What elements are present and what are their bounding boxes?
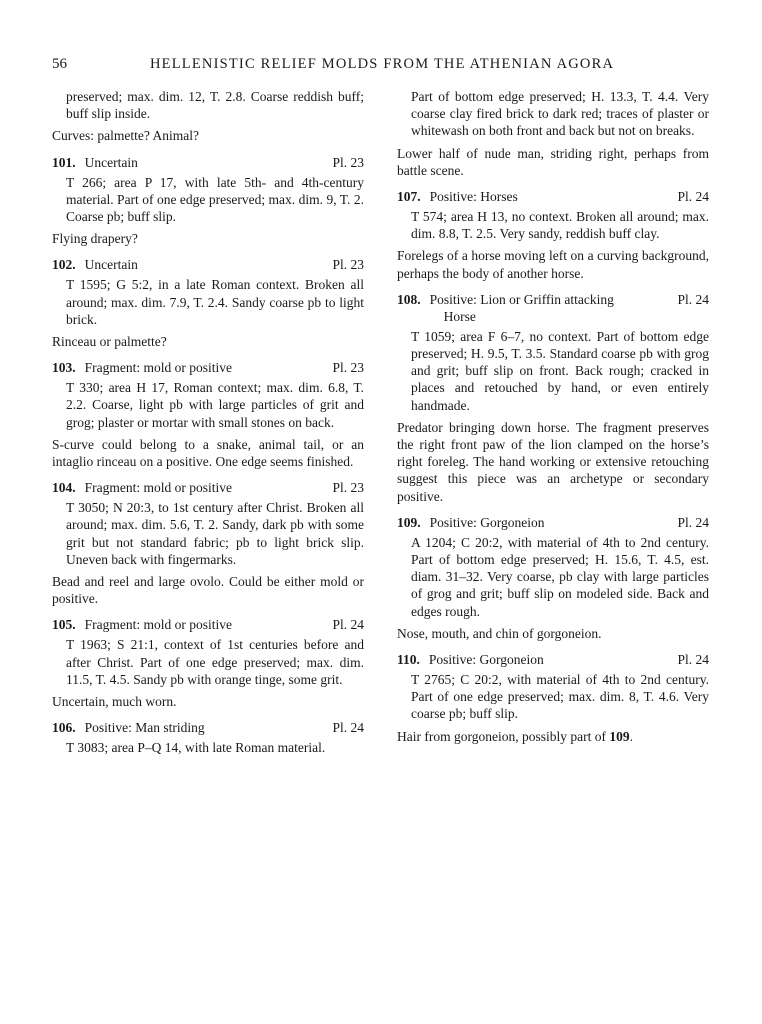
- entry-description: T 574; area H 13, no context. Broken all around; max. dim. 8.8, T. 2.5. Very sandy, reddish buff clay.: [411, 209, 709, 242]
- entry-title: Uncertain: [84, 257, 138, 273]
- entry-commentary: [397, 728, 709, 745]
- catalog-entry-104: [52, 479, 364, 607]
- entry-description: T 1059; area F 6–7, no context. Part of bottom edge preserved; H. 9.5, T. 3.5. Standard coarse pb with grog and grit; buff slip on front. Back rough; cracked in places and retouched by hand, or even entirely handmade.: [411, 328, 709, 413]
- entry-description: A 1204; C 20:2, with material of 4th to 2nd century. Part of bottom edge preserved; H. 15.6, T. 4.5, est. diam. 31–32. Very coarse, pb clay with large particles of grog and grit; buff slip on modeled side. Back and edges rough.: [411, 534, 709, 619]
- commentary-text: Hair from gorgoneion, possibly part of: [397, 728, 610, 744]
- entry-heading: [52, 616, 364, 633]
- cross-reference-109: 109: [609, 728, 630, 744]
- catalog-entry-109: [397, 514, 709, 642]
- entry-title-line2: Horse: [443, 308, 476, 324]
- entry-title: Positive: Gorgoneion: [429, 514, 545, 530]
- entry-description: T 1595; G 5:2, in a late Roman context. Broken all around; max. dim. 7.9, T. 2.4. Sandy coarse pb to light brick.: [66, 277, 364, 327]
- catalog-entry-110: [397, 651, 709, 745]
- entry-number: 104.: [52, 480, 76, 496]
- entry-heading: [52, 719, 364, 736]
- entry-description: T 330; area H 17, Roman context; max. dim. 6.8, T. 2.2. Coarse, light pb with large particles of grit and grog; plaster or mortar with small stones on back.: [66, 380, 364, 430]
- entry-commentary: Flying drapery?: [52, 231, 138, 247]
- plate-reference: Pl. 24: [677, 514, 709, 530]
- plate-reference: Pl. 24: [332, 720, 364, 736]
- commentary-end: .: [629, 728, 633, 744]
- continuation-entry: [397, 88, 709, 179]
- entry-heading: [52, 359, 364, 376]
- catalog-entry-101: [52, 154, 364, 248]
- continuation-entry: [52, 88, 364, 145]
- entry-commentary: Predator bringing down horse. The fragment preserves the right front paw of the lion clamped on the horse’s right foreleg. The hand working or extensive retouching suggest this piece was an archetype or secondary positive.: [397, 419, 709, 504]
- entry-heading: [397, 188, 709, 205]
- page-number: 56: [52, 56, 67, 72]
- entry-title: [430, 291, 620, 325]
- entry-commentary: Forelegs of a horse moving left on a curving background, perhaps the body of another horse.: [397, 248, 709, 281]
- entry-description: preserved; max. dim. 12, T. 2.8. Coarse reddish buff; buff slip inside.: [66, 89, 364, 122]
- plate-reference: Pl. 24: [677, 652, 709, 668]
- plate-reference: Pl. 23: [332, 360, 364, 376]
- entry-number: 101.: [52, 154, 76, 170]
- entry-number: 106.: [52, 720, 76, 736]
- catalog-entry-103: [52, 359, 364, 470]
- right-column: [397, 88, 709, 754]
- catalog-entry-107: [397, 188, 709, 282]
- entry-title: Fragment: mold or positive: [84, 360, 232, 376]
- entry-commentary: Bead and reel and large ovolo. Could be either mold or positive.: [52, 574, 364, 607]
- entry-commentary: Uncertain, much worn.: [52, 694, 177, 710]
- entry-title: Uncertain: [84, 154, 138, 170]
- entry-commentary: Rinceau or palmette?: [52, 334, 167, 350]
- running-title: HELLENISTIC RELIEF MOLDS FROM THE ATHENIAN AGORA: [150, 56, 615, 72]
- catalog-entry-105: [52, 616, 364, 710]
- entry-number: 109.: [397, 514, 421, 530]
- entry-title: Positive: Gorgoneion: [428, 652, 544, 668]
- entry-title: Positive: Horses: [429, 189, 518, 205]
- plate-reference: Pl. 24: [677, 291, 709, 307]
- entry-title: Fragment: mold or positive: [84, 617, 232, 633]
- entry-title: Positive: Man striding: [84, 720, 205, 736]
- entry-heading: [397, 514, 709, 531]
- entry-number: 103.: [52, 360, 76, 376]
- entry-number: 105.: [52, 617, 76, 633]
- plate-reference: Pl. 23: [332, 154, 364, 170]
- entry-heading: [52, 154, 364, 171]
- catalog-entry-108: [397, 291, 709, 505]
- entry-number: 110.: [397, 652, 420, 668]
- entry-description: T 266; area P 17, with late 5th- and 4th-century material. Part of one edge preserved; max. dim. 9, T. 2. Coarse pb; buff slip.: [66, 174, 364, 225]
- entry-heading: [52, 479, 364, 496]
- entry-title-line1: Positive: Lion or Griffin attacking: [429, 291, 614, 307]
- entry-commentary: S-curve could belong to a snake, animal tail, or an intaglio rinceau on a positive. One edge seems finished.: [52, 436, 364, 470]
- entry-description: T 3083; area P–Q 14, with late Roman material.: [66, 740, 326, 756]
- plate-reference: Pl. 24: [332, 617, 364, 633]
- plate-reference: Pl. 23: [332, 257, 364, 273]
- entry-number: 102.: [52, 257, 76, 273]
- entry-commentary: Nose, mouth, and chin of gorgoneion.: [397, 625, 602, 641]
- entry-heading: [397, 651, 709, 668]
- entry-commentary: Curves: palmette? Animal?: [52, 128, 199, 144]
- plate-reference: Pl. 24: [677, 189, 709, 205]
- entry-commentary: Lower half of nude man, striding right, perhaps from battle scene.: [397, 145, 709, 178]
- entry-heading: [397, 291, 709, 325]
- entry-description: T 1963; S 21:1, context of 1st centuries before and after Christ. Part of one edge preserved; max. dim. 11.5, T. 4.5. Sandy pb with orange tinge, some grit.: [66, 637, 364, 687]
- catalog-entry-106: [52, 719, 364, 756]
- left-column: [52, 88, 364, 765]
- entry-description: T 3050; N 20:3, to 1st century after Christ. Broken all around; max. dim. 5.6, T. 2. Sandy, dark pb with some grit but not standard fabric; pb to light brick slip. Uneven back with fingermarks.: [66, 500, 364, 567]
- entry-heading: [52, 256, 364, 273]
- entry-number: 107.: [397, 189, 421, 205]
- plate-reference: Pl. 23: [332, 480, 364, 496]
- entry-description: T 2765; C 20:2, with material of 4th to 2nd century. Part of one edge preserved; max. dim. 8, T. 4.6. Very coarse pb; buff slip.: [411, 672, 709, 722]
- entry-description: Part of bottom edge preserved; H. 13.3, T. 4.4. Very coarse clay fired brick to dark red; traces of plaster or whitewash on both front and back but not on breaks.: [411, 89, 709, 139]
- entry-number: 108.: [397, 291, 421, 307]
- catalog-entry-102: [52, 256, 364, 350]
- entry-title: Fragment: mold or positive: [84, 480, 232, 496]
